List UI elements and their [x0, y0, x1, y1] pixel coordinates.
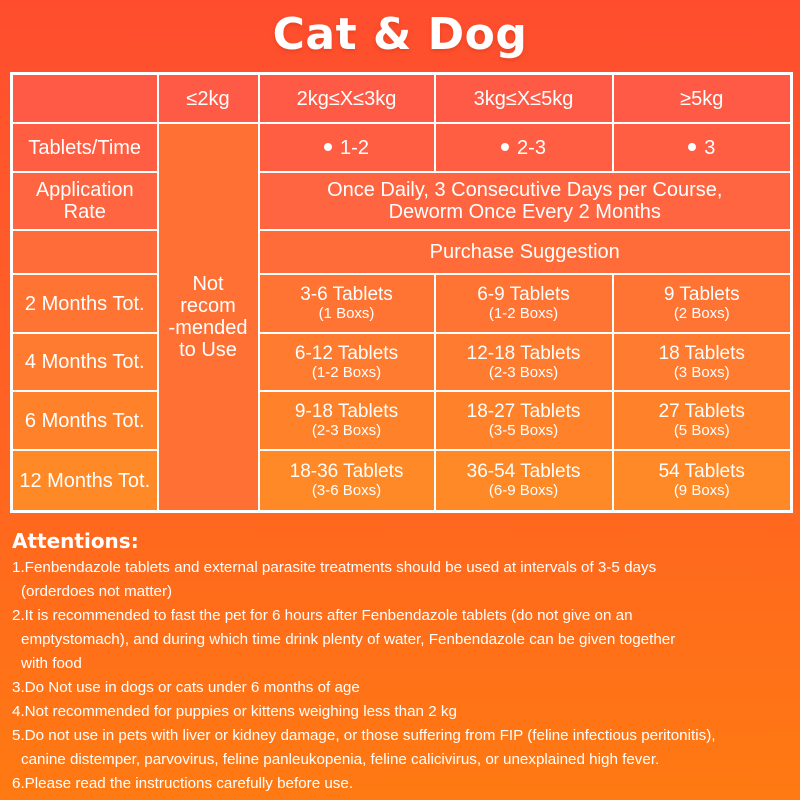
- not-recommended-line: to Use: [179, 339, 237, 361]
- box-count: (3 Boxs): [673, 363, 730, 381]
- tablet-count: 9 Tablets: [663, 284, 740, 305]
- tablet-count: 18 Tablets: [658, 342, 745, 364]
- application-rate-row: [12, 172, 792, 230]
- suggestion-cell: [259, 333, 435, 391]
- attention-item: 4.Not recommended for puppies or kittens weighing less than 2 kg: [12, 703, 457, 720]
- tablets-time-row: [12, 123, 792, 172]
- suggestion-cell: [613, 450, 792, 512]
- tablet-count: 6-12 Tablets: [294, 342, 399, 364]
- box-count: (3-5 Boxs): [488, 422, 559, 439]
- application-rate-label-line: Rate: [63, 201, 106, 223]
- application-rate-line: Deworm Once Every 2 Months: [388, 201, 661, 223]
- box-count: (3-6 Boxs): [311, 482, 382, 499]
- suggestion-cell: [259, 274, 435, 333]
- suggestion-cell: [259, 391, 435, 450]
- tablet-count: 36-54 Tablets: [466, 461, 581, 482]
- tablet-count: 18-36 Tablets: [289, 461, 404, 482]
- suggestion-cell: [613, 333, 792, 391]
- attention-item-continuation: with food: [21, 655, 82, 672]
- box-count: (1-2 Boxs): [311, 363, 382, 381]
- box-count: (2-3 Boxs): [311, 422, 382, 439]
- attention-item: 6.Please read the instructions carefully before use.: [12, 775, 354, 792]
- tablets-time-3-5kg: [435, 123, 613, 172]
- box-count: (1-2 Boxs): [488, 305, 559, 322]
- bullet-icon: [501, 143, 509, 151]
- purchase-suggestion-empty-label: [12, 230, 158, 274]
- tablets-time-value: 3: [704, 136, 716, 159]
- application-rate-text: [259, 172, 792, 230]
- dosage-table: [10, 72, 793, 513]
- purchase-suggestion-row: [12, 230, 792, 274]
- tablet-count: 12-18 Tablets: [466, 342, 581, 364]
- tablet-count: 6-9 Tablets: [477, 284, 570, 305]
- attention-item: 2.It is recommended to fast the pet for 6 hours after Fenbendazole tablets (do not give on an: [12, 607, 633, 624]
- attention-item-continuation: canine distemper, parvovirus, feline panleukopenia, feline calicivirus, or unexplained high fever.: [21, 751, 660, 768]
- attentions-title: Attentions:: [12, 529, 139, 553]
- bullet-icon: [688, 143, 696, 151]
- box-count: (2-3 Boxs): [488, 363, 559, 381]
- suggestion-cell: [613, 274, 792, 333]
- table-row: [12, 333, 792, 391]
- application-rate-line: Once Daily, 3 Consecutive Days per Course,: [327, 179, 723, 201]
- not-recommended-line: recom: [180, 295, 236, 317]
- tablets-time-value: 1-2: [340, 136, 369, 159]
- tablets-time-value: 2-3: [517, 136, 546, 159]
- application-rate-label-line: Application: [35, 179, 134, 201]
- row-label-6-months: 6 Months Tot.: [12, 391, 158, 450]
- purchase-suggestion-heading: Purchase Suggestion: [259, 230, 792, 274]
- table-row: [12, 450, 792, 512]
- tablet-count: 54 Tablets: [658, 461, 745, 482]
- not-recommended-line: -mended: [168, 317, 248, 339]
- header-cell-under-2kg: ≤2kg: [158, 74, 259, 124]
- header-cell-2-3kg: 2kg≤X≤3kg: [259, 74, 435, 124]
- suggestion-cell: [259, 450, 435, 512]
- tablet-count: 3-6 Tablets: [300, 284, 393, 305]
- suggestion-cell: [435, 274, 613, 333]
- table-row: [12, 391, 792, 450]
- row-label-4-months: 4 Months Tot.: [12, 333, 158, 391]
- header-cell-over-5kg: ≥5kg: [613, 74, 792, 124]
- attention-item: 3.Do Not use in dogs or cats under 6 months of age: [12, 679, 360, 696]
- box-count: (6-9 Boxs): [488, 482, 559, 499]
- attention-item: 1.Fenbendazole tablets and external parasite treatments should be used at intervals of 3-5 days: [12, 559, 657, 576]
- not-recommended-line: Not: [192, 273, 224, 295]
- weight-header-row: [12, 74, 792, 124]
- attention-item: 5.Do not use in pets with liver or kidney damage, or those suffering from FIP (feline infectious peritonitis),: [12, 727, 716, 744]
- page-title: Cat & Dog: [272, 9, 528, 60]
- row-label-12-months: 12 Months Tot.: [12, 450, 158, 512]
- suggestion-cell: [435, 450, 613, 512]
- suggestion-cell: [613, 391, 792, 450]
- row-label-2-months: 2 Months Tot.: [12, 274, 158, 333]
- tablets-time-2-3kg: [259, 123, 435, 172]
- suggestion-cell: [435, 333, 613, 391]
- box-count: (1 Boxs): [318, 305, 375, 322]
- header-cell-corner: [12, 74, 158, 124]
- row-label-application-rate: [12, 172, 158, 230]
- box-count: (5 Boxs): [673, 422, 730, 439]
- not-recommended-cell: [158, 123, 259, 512]
- attentions-list: [12, 556, 792, 796]
- tablet-count: 9-18 Tablets: [294, 401, 399, 422]
- tablets-time-over-5kg: [613, 123, 792, 172]
- attentions-section: [12, 527, 792, 796]
- tablet-count: 18-27 Tablets: [466, 401, 581, 422]
- box-count: (2 Boxs): [673, 305, 730, 322]
- attention-item-continuation: (orderdoes not matter): [21, 583, 173, 600]
- suggestion-cell: [435, 391, 613, 450]
- tablet-count: 27 Tablets: [658, 401, 745, 422]
- table-row: [12, 274, 792, 333]
- row-label-tablets-time: Tablets/Time: [12, 123, 158, 172]
- bullet-icon: [324, 143, 332, 151]
- box-count: (9 Boxs): [673, 482, 730, 499]
- attention-item-continuation: emptystomach), and during which time drink plenty of water, Fenbendazole can be given together: [21, 631, 676, 648]
- header-cell-3-5kg: 3kg≤X≤5kg: [435, 74, 613, 124]
